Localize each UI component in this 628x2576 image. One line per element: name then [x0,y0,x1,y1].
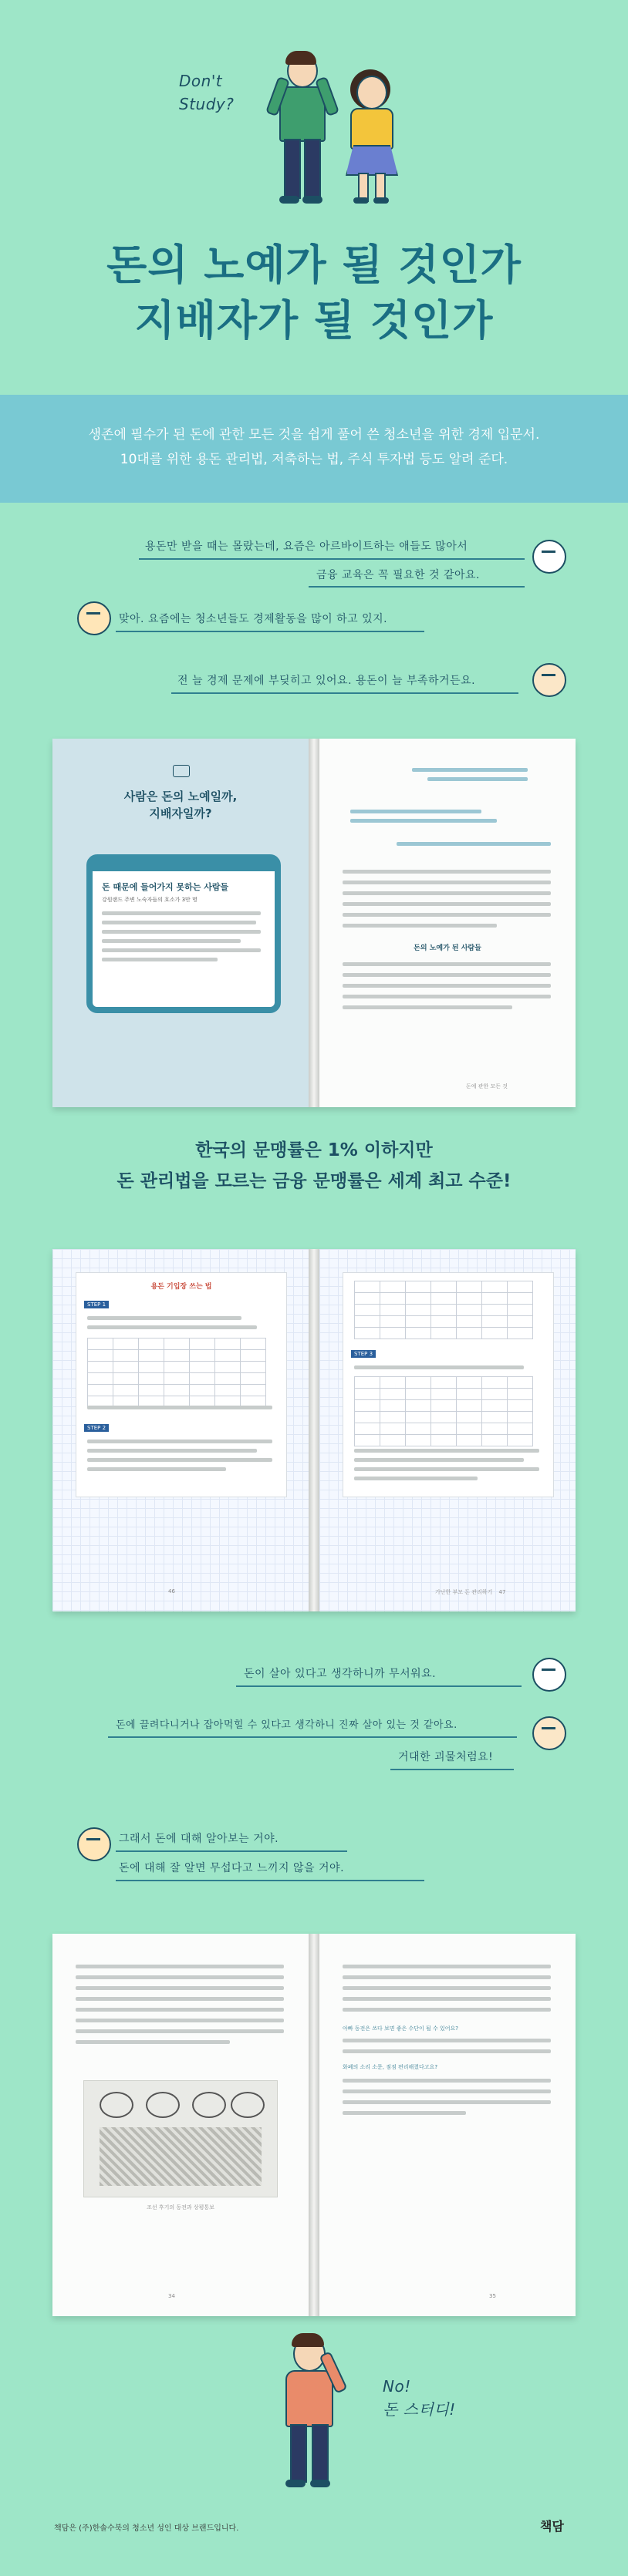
book-spread-2 [52,1249,576,1611]
main-title [0,237,628,349]
headline2-line2: 돈 관리법을 모르는 금융 문맹률은 세계 최고 수준! [116,1171,512,1191]
coins-caption: 조선 후기의 동전과 상평통보 [147,2204,214,2211]
intro-band [0,395,628,503]
spread2-right-page-number: 47 [498,1589,506,1595]
dialog2-line4: 그래서 돈에 대해 알아보는 거야. [119,1833,279,1845]
boy-face-icon-2 [532,1658,566,1692]
dialog2-underline2 [108,1736,517,1738]
allowance-box-title: 용돈 기입장 쓰는 법 [150,1283,212,1291]
dialog1-underline1 [139,558,525,560]
girl-character [339,69,401,208]
spread3-bubble2: 화폐의 소리 소문, 점점 편리해졌다고요? [343,2064,438,2070]
phone-subtitle: 강원랜드 주변 노숙자들의 호소가 3만 명 [102,897,198,903]
spread3-right-page-number: 35 [489,2293,496,2299]
badge-line1: Don't [179,72,223,90]
title-line2: 지배자가 될 것인가 [134,296,494,345]
coins-illustration [83,2080,278,2197]
left-step1-tag: STEP 1 [84,1301,109,1308]
spread2-right-footer-text: 가난한 부모 돈 관리하기 [435,1589,493,1595]
chapter-icon [173,765,190,777]
dialog2-underline1 [236,1685,522,1687]
chapter-title-line1: 사람은 돈의 노예일까, [123,790,238,803]
teacher-face-icon-2 [77,1827,111,1861]
spread1-spine [309,739,319,1107]
spread3-right-page [319,1934,576,2316]
allowance-table-1 [87,1338,266,1408]
dialog2-line3: 거대한 괴물처럼요! [398,1751,494,1763]
right-step3-tag: STEP 3 [351,1350,376,1358]
spread2-right-page [319,1249,576,1611]
left-step2-tag: STEP 2 [84,1424,109,1432]
dialog1-underline2 [309,586,525,588]
boy-face-icon [532,540,566,574]
dialog1-underline4 [171,692,518,694]
spread1-left-page [52,739,309,1107]
ending-boy-character [270,2336,347,2490]
top-illustration [162,39,471,224]
book-spread-3 [52,1934,576,2316]
girl-face-icon [532,663,566,697]
book-spread-1 [52,739,576,1107]
boy-character [270,54,332,208]
spread3-bubble1: 아빠 동전은 쓰다 보면 좋은 수단이 될 수 있어요? [343,2025,458,2032]
spread3-left-page [52,1934,309,2316]
dialog2-line1: 돈이 살아 있다고 생각하니까 무서워요. [244,1668,437,1680]
spread1-right-page [319,739,576,1107]
spread3-left-page-number: 34 [168,2293,175,2299]
dont-study-badge [179,69,234,116]
dialog1-line3: 맞아. 요즘에는 청소년들도 경제활동을 많이 하고 있지. [119,613,388,625]
no-study-text [383,2375,456,2421]
spread1-right-footer: 돈에 관한 모든 것 [466,1083,508,1089]
headline-literacy [0,1135,628,1197]
headline2-line1: 한국의 문맹률은 1% 이하지만 [195,1140,433,1160]
spread3-spine [309,1934,319,2316]
badge-line2: Study? [179,95,235,113]
phone-mockup [86,854,281,1013]
dialog1-line4: 전 늘 경제 문제에 부딪히고 있어요. 용돈이 늘 부족하거든요. [177,675,476,687]
ledger-box [343,1272,554,1497]
dialog2-line5: 돈에 대해 잘 알면 무섭다고 느끼지 않을 거야. [119,1862,345,1874]
ledger-table-2 [354,1376,533,1446]
footer-note: 책담은 (주)한솔수북의 청소년 성인 대상 브랜드입니다. [54,2524,239,2533]
phone-title: 돈 때문에 들어가지 못하는 사람들 [102,882,229,892]
intro-line2: 10대를 위한 용돈 관리법, 저축하는 법, 주식 투자법 등도 알려 준다. [120,452,508,467]
girl-face-icon-2 [532,1716,566,1750]
dialog2-line2: 돈에 끌려다니거나 잡아먹힐 수 있다고 생각하니 진짜 살아 있는 것 같아요. [116,1719,457,1731]
dialog1-line1: 용돈만 받을 때는 몰랐는데, 요즘은 아르바이트하는 애들도 많아서 [145,540,468,553]
spread1-right-heading: 돈의 노예가 된 사람들 [414,945,481,952]
footer-logo: 책담 [540,2519,564,2534]
ledger-table-1 [354,1281,533,1339]
teacher-face-icon [77,601,111,635]
dialog2-underline5 [116,1880,424,1881]
no-line2: 돈 스터디! [383,2400,456,2419]
chapter-title [52,788,309,822]
dialog2-underline4 [116,1850,347,1852]
dialog1-line2: 금융 교육은 꼭 필요한 것 같아요. [316,569,481,581]
spread2-spine [309,1249,319,1611]
spread2-left-page-number: 46 [168,1588,175,1594]
title-line1: 돈의 노예가 될 것인가 [106,241,522,289]
dialog1-underline3 [116,631,424,632]
no-line1: No! [383,2377,411,2396]
intro-line1: 생존에 필수가 된 돈에 관한 모든 것을 쉽게 풀어 쓴 청소년을 위한 경제 입문서. [88,427,540,443]
spread2-left-page [52,1249,309,1611]
allowance-box [76,1272,287,1497]
dialog2-underline3 [390,1769,514,1770]
chapter-title-line2: 지배자일까? [149,806,212,820]
spread2-right-footer [435,1588,505,1596]
